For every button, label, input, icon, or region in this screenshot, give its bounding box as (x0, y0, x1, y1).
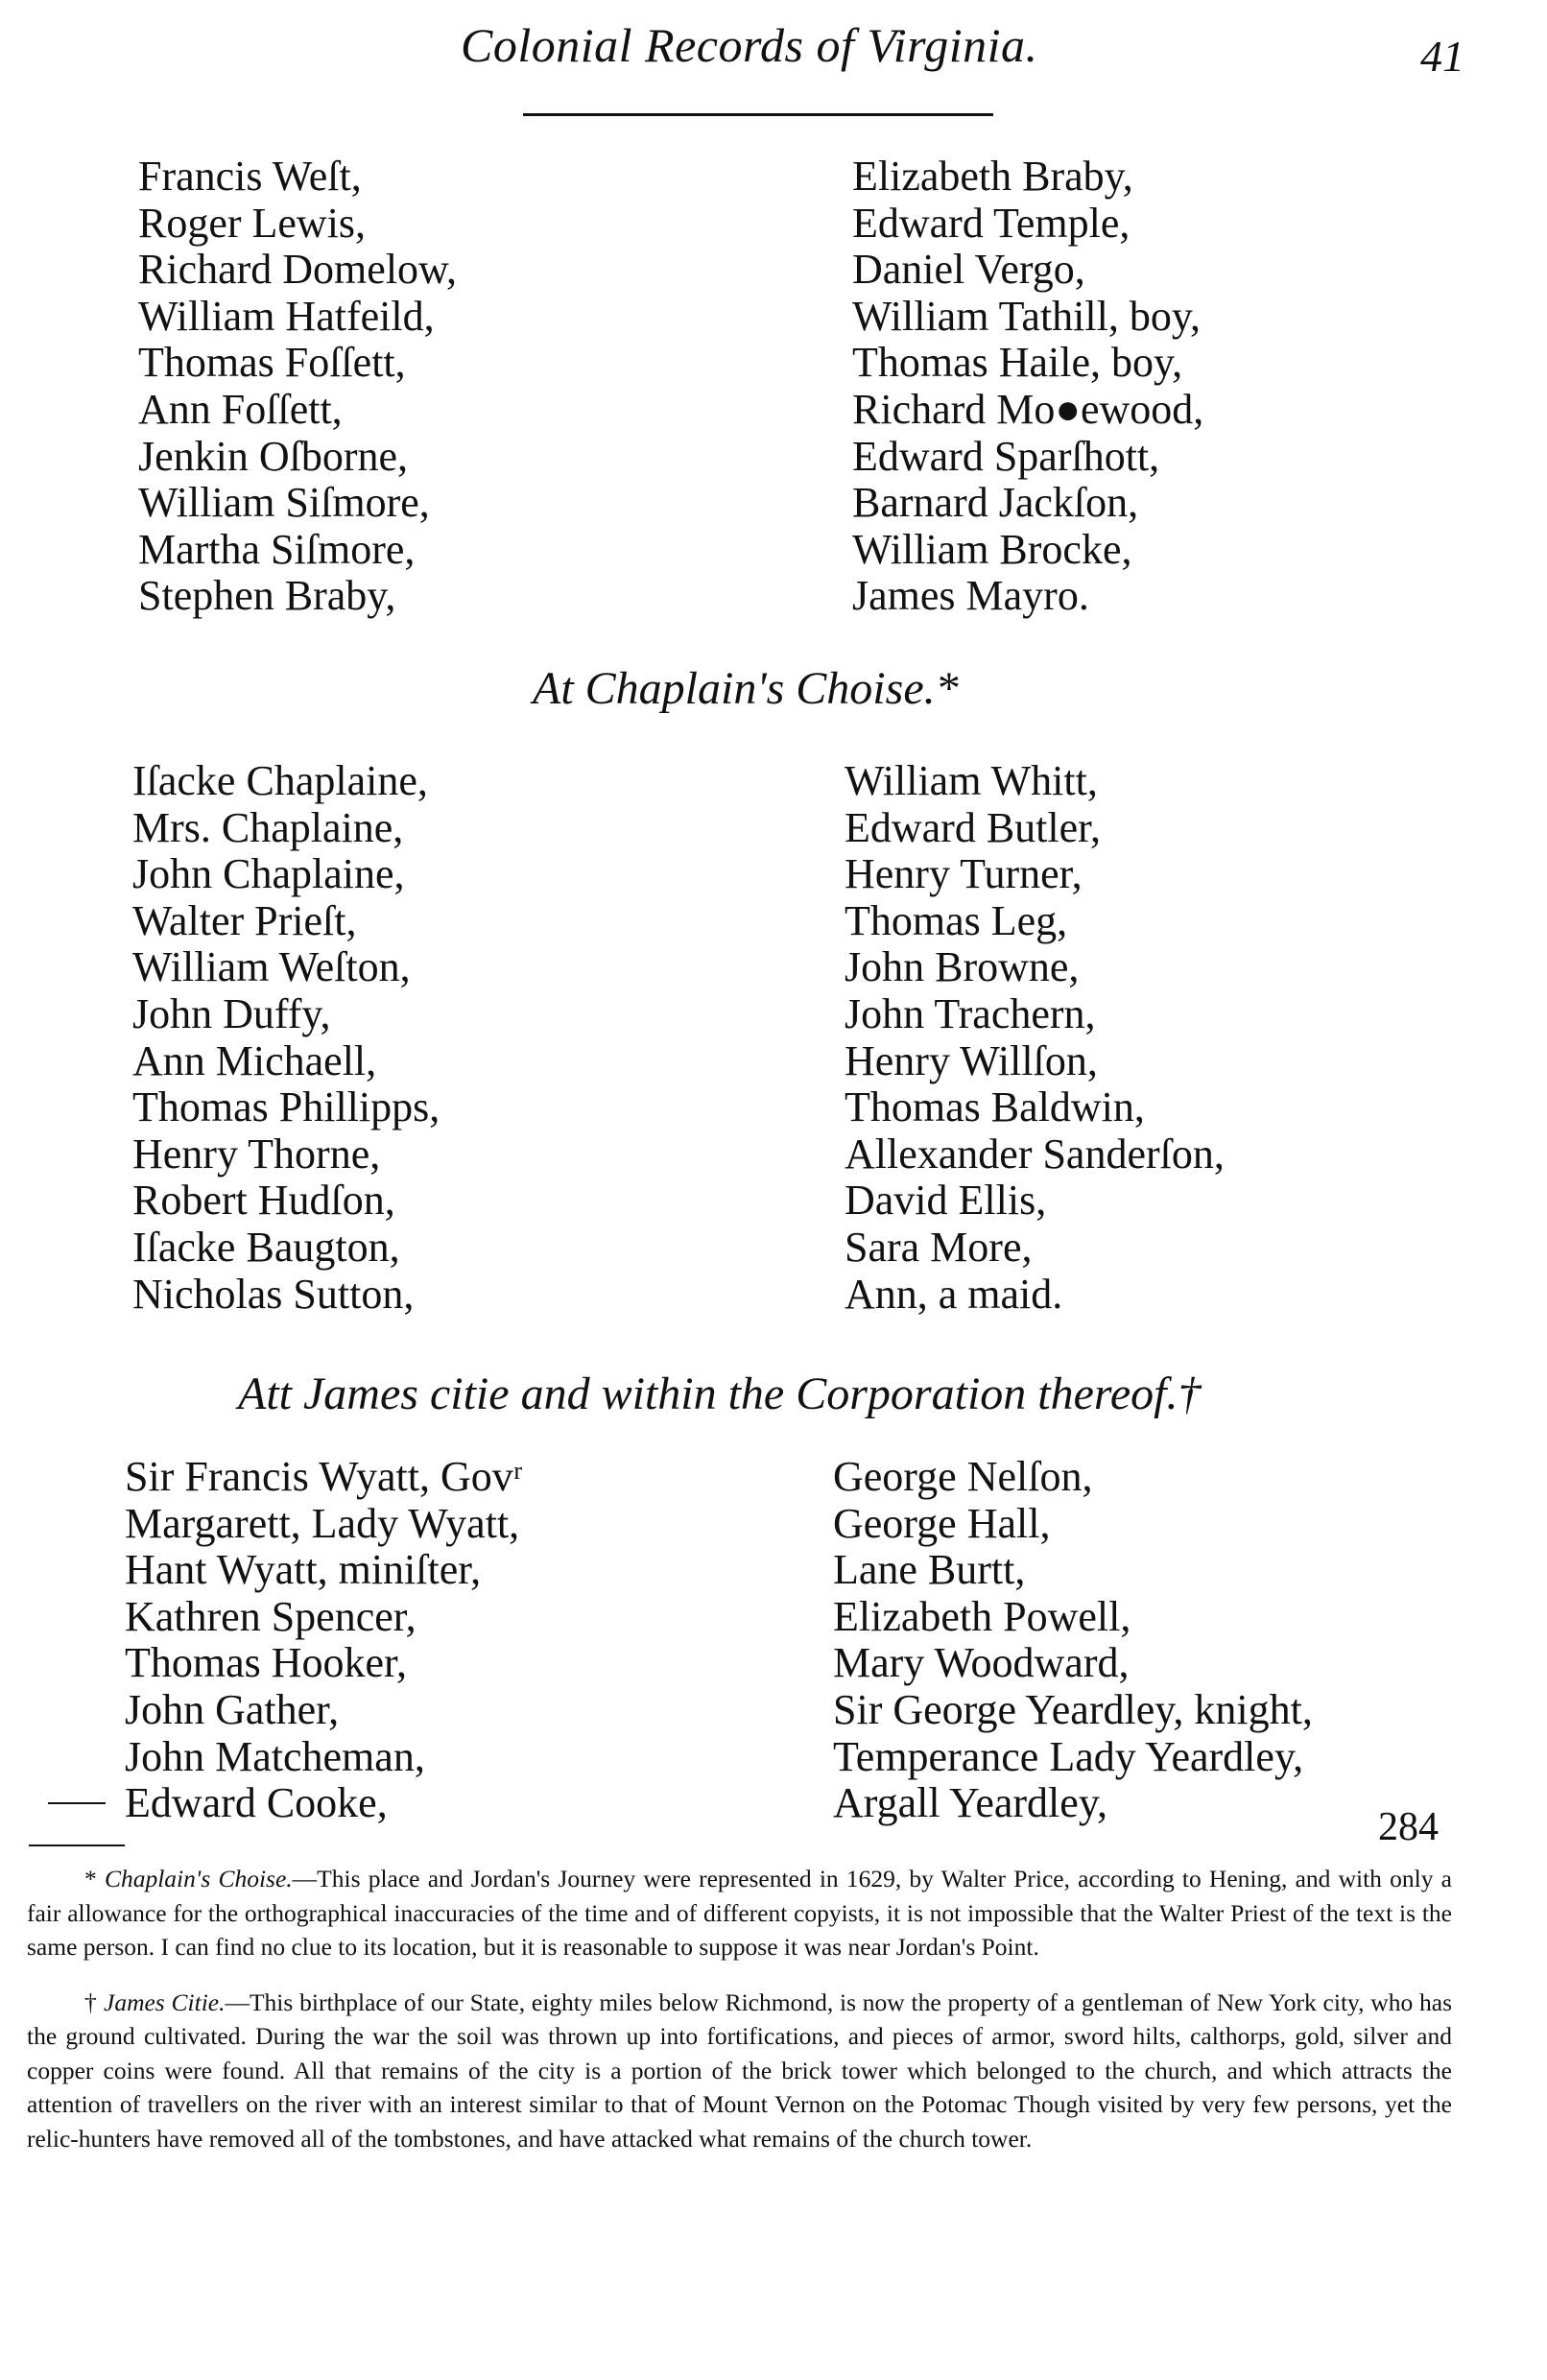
name-list-section-1 (0, 154, 1547, 633)
name-entry: Hant Wyatt, miniſter, (125, 1546, 482, 1594)
name-entry: Stephen Braby, (138, 572, 396, 620)
header-rule (523, 113, 993, 116)
name-entry: Ann Foſſett, (138, 385, 343, 433)
name-entry: Francis Weſt, (138, 153, 362, 200)
name-list-section-2 (0, 758, 1547, 1334)
name-entry: Iſacke Chaplaine, (132, 757, 428, 804)
name-entry: Kathren Spencer, (125, 1592, 416, 1640)
name-entry: John Gather, (125, 1685, 340, 1733)
name-entry: Sara More, (845, 1223, 1033, 1271)
name-entry: William Weſton, (132, 943, 411, 991)
name-column-left (138, 154, 457, 620)
footnote-title: James Citie. (104, 1987, 226, 2016)
name-entry: John Chaplaine, (132, 850, 405, 898)
name-entry: Nicholas Sutton, (132, 1270, 415, 1318)
name-entry: Richard Domelow, (138, 246, 457, 294)
name-entry: Walter Prieſt, (132, 896, 357, 944)
name-entry: Thomas Foſſett, (138, 339, 406, 387)
name-entry: George Hall, (833, 1499, 1051, 1547)
name-entry: Richard Mo●ewood, (852, 385, 1204, 433)
name-entry: Argall Yeardley, (833, 1779, 1107, 1827)
section-heading-james-citie: Att James citie and within the Corporation thereof.† (238, 1368, 1202, 1419)
footnotes (27, 1862, 1452, 2177)
name-entry: Thomas Leg, (845, 896, 1068, 944)
page-header (0, 17, 1547, 84)
name-entry: Ann Michaell, (132, 1036, 377, 1084)
section-heading-chaplains-choise: At Chaplain's Choise.* (533, 663, 959, 714)
name-entry: Henry Thorne, (132, 1130, 381, 1178)
name-entry: William Tathill, boy, (852, 292, 1201, 340)
name-column-right (833, 1454, 1313, 1827)
name-list-section-3 (0, 1454, 1547, 1847)
name-entry: Margarett, Lady Wyatt, (125, 1499, 520, 1547)
footnote-text: —This place and Jordan's Journey were represented in 1629, by Walter Price, according to Hening, and with only a fair allowance for the orthographical inaccuracies of the time and of different copyists, it is not impossible that the Walter Priest of the text is the same person. I can find no clue to its location, but it is reasonable to suppose it was near Jordan's Point. (27, 1865, 1452, 1961)
name-entry: George Nelſon, (833, 1453, 1093, 1500)
name-entry: William Siſmore, (138, 479, 430, 527)
footnote-rule (29, 1844, 125, 1846)
name-entry: Edward Butler, (845, 803, 1102, 851)
margin-dash-mark (48, 1802, 106, 1804)
catchword-number: 284 (1378, 1805, 1439, 1849)
name-entry: Iſacke Baugton, (132, 1223, 400, 1271)
footnote-marker: * (84, 1865, 97, 1892)
name-entry: Thomas Phillipps, (132, 1083, 440, 1131)
name-entry: John Matcheman, (125, 1732, 425, 1780)
name-entry: William Hatfeild, (138, 292, 435, 340)
name-column-right (852, 154, 1203, 620)
name-entry: Roger Lewis, (138, 199, 367, 247)
name-entry: Edward Cooke, (125, 1779, 388, 1827)
name-column-left (125, 1454, 522, 1827)
name-entry: Sir George Yeardley, knight, (833, 1685, 1313, 1733)
name-entry: John Trachern, (845, 989, 1096, 1037)
name-entry: Robert Hudſon, (132, 1177, 395, 1225)
name-entry: Thomas Haile, boy, (852, 339, 1183, 387)
name-entry: Allexander Sanderſon, (845, 1130, 1225, 1178)
name-entry: Martha Siſmore, (138, 525, 416, 573)
footnote-title: Chaplain's Choise. (104, 1865, 293, 1892)
running-title: Colonial Records of Virginia. (461, 18, 1038, 72)
name-entry: Mrs. Chaplaine, (132, 803, 404, 851)
name-entry: Sir Francis Wyatt, Govʳ (125, 1453, 523, 1500)
name-entry: John Browne, (845, 943, 1080, 991)
name-entry: William Whitt, (845, 757, 1098, 804)
name-entry: Ann, a maid. (845, 1270, 1063, 1318)
name-entry: Edward Temple, (852, 199, 1130, 247)
name-entry: Temperance Lady Yeardley, (833, 1732, 1304, 1780)
footnote-marker: † (84, 1987, 98, 2016)
footnote (27, 1986, 1452, 2156)
name-entry: Henry Turner, (845, 850, 1083, 898)
name-column-left (132, 758, 440, 1318)
name-column-right (845, 758, 1225, 1318)
name-entry: David Ellis, (845, 1177, 1047, 1225)
footnote (27, 1862, 1452, 1964)
name-entry: Elizabeth Braby, (852, 153, 1133, 200)
footnote-text: —This birthplace of our State, eighty miles below Richmond, is now the property of a gentleman of New York city, who has the ground cultivated. During the war the soil was thrown up into fortifications, and pieces of armor, sword hilts, calthorps, gold, silver and copper coins were found. All that remains of the city is a portion of the brick tower which belonged to the church, and which attracts the attention of travellers on the river with an interest similar to that of Mount Vernon on the Potomac Though visited by very few persons, yet the relic-hunters have removed all of the tombstones, and have attacked what remains of the church tower. (27, 1987, 1453, 2153)
name-entry: Jenkin Oſborne, (138, 432, 409, 480)
name-entry: Edward Sparſhott, (852, 432, 1160, 480)
name-entry: Mary Woodward, (833, 1639, 1130, 1687)
name-entry: Thomas Baldwin, (845, 1083, 1145, 1131)
name-entry: Thomas Hooker, (125, 1639, 407, 1687)
name-entry: Henry Willſon, (845, 1036, 1098, 1084)
name-entry: Daniel Vergo, (852, 246, 1085, 294)
name-entry: James Mayro. (852, 572, 1089, 620)
name-entry: William Brocke, (852, 525, 1132, 573)
page-number: 41 (1420, 32, 1464, 81)
name-entry: John Duffy, (132, 989, 331, 1037)
name-entry: Barnard Jackſon, (852, 479, 1139, 527)
name-entry: Elizabeth Powell, (833, 1592, 1131, 1640)
name-entry: Lane Burtt, (833, 1546, 1026, 1594)
